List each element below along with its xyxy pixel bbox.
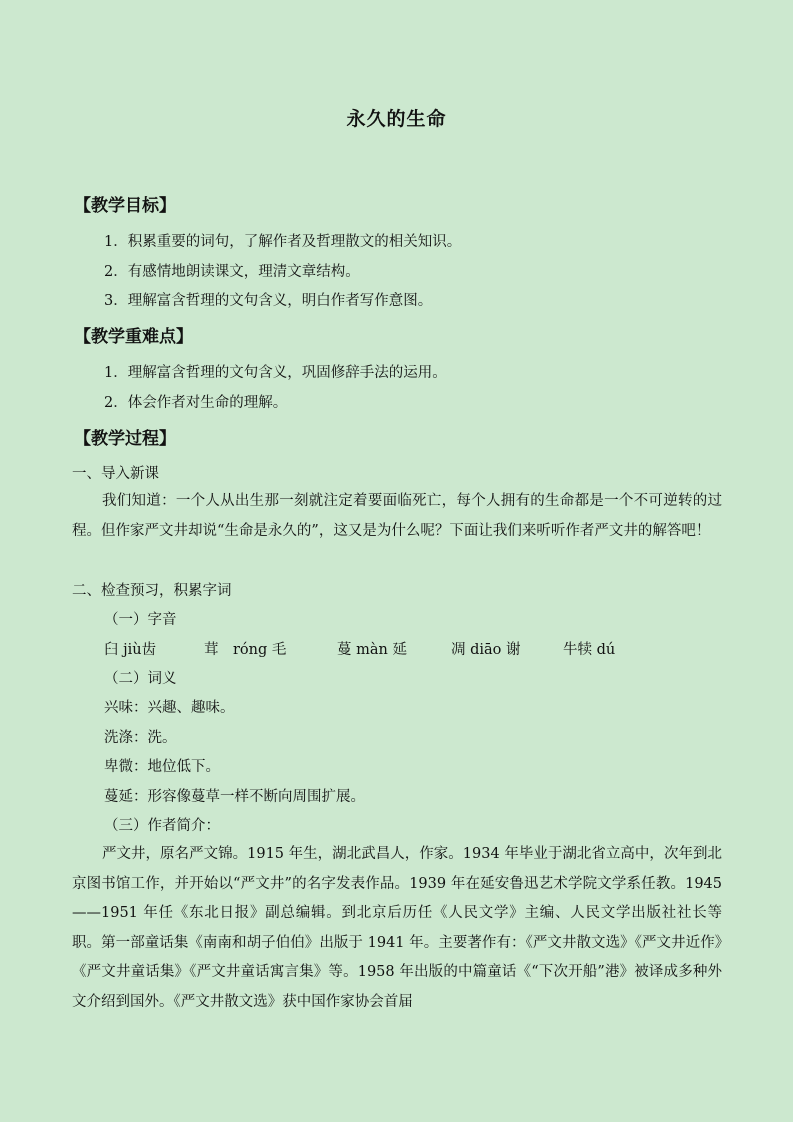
pinyin-item: 蔓 màn 延 xyxy=(337,642,407,658)
goal-item: 1．积累重要的词句，了解作者及哲理散文的相关知识。 xyxy=(104,234,462,250)
pinyin-item: 臼 jiù齿 xyxy=(104,642,157,658)
part2-title: 二、检查预习，积累字词 xyxy=(72,583,232,599)
vocabulary-subtitle: （二）词义 xyxy=(104,671,177,687)
key-point-item: 1．理解富含哲理的文句含义，巩固修辞手法的运用。 xyxy=(104,365,447,381)
pronunciation-subtitle: （一）字音 xyxy=(104,612,177,628)
part1-paragraph: 我们知道：一个人从出生那一刻就注定着要面临死亡，每个人拥有的生命都是一个不可逆转的过程。但作家严文井却说“生命是永久的”，这又是为什么呢？下面让我们来听听作者严文井的解答吧！ xyxy=(72,493,722,539)
key-point-item: 2．体会作者对生命的理解。 xyxy=(104,395,288,411)
pinyin-item: 凋 diāo 谢 xyxy=(451,642,521,658)
vocab-item: 兴味：兴趣、趣味。 xyxy=(104,700,235,716)
goal-item: 3．理解富含哲理的文句含义，明白作者写作意图。 xyxy=(104,293,433,309)
goals-heading: 【教学目标】 xyxy=(74,196,176,216)
vocab-item: 洗涤：洗。 xyxy=(104,730,177,746)
vocab-item: 卑微：地位低下。 xyxy=(104,759,220,775)
page-title: 永久的生命 xyxy=(346,108,447,130)
author-paragraph: 严文井，原名严文锦。1915 年生，湖北武昌人，作家。1934 年毕业于湖北省立高中，次年到北京图书馆工作，并开始以“严文井”的名字发表作品。1939 年在延安鲁迅艺术学院文学系任教。1945——1951 年任《东北日报》副总编辑。到北京后历任《人民文学》主编、人民文学出版社社长等职。第一部童话集《南南和胡子伯伯》出版于 1941 年。主要著作有：《严文井散文选》《严文井近作》《严文井童话集》《严文井童话寓言集》等。1958 年出版的中篇童话《“下次开船”港》被译成多种外文介绍到国外。《严文井散文选》获中国作家协会首届 xyxy=(72,846,722,1010)
vocab-item: 蔓延：形容像蔓草一样不断向周围扩展。 xyxy=(104,789,365,805)
key-points-heading: 【教学重难点】 xyxy=(74,327,193,347)
goal-item: 2．有感情地朗读课文，理清文章结构。 xyxy=(104,264,360,280)
part1-title: 一、导入新课 xyxy=(72,466,159,482)
pinyin-item: 牛犊 dú xyxy=(563,642,616,658)
pinyin-item: 茸 róng 毛 xyxy=(204,642,287,658)
author-subtitle: （三）作者简介： xyxy=(104,818,220,834)
process-heading: 【教学过程】 xyxy=(74,429,176,449)
